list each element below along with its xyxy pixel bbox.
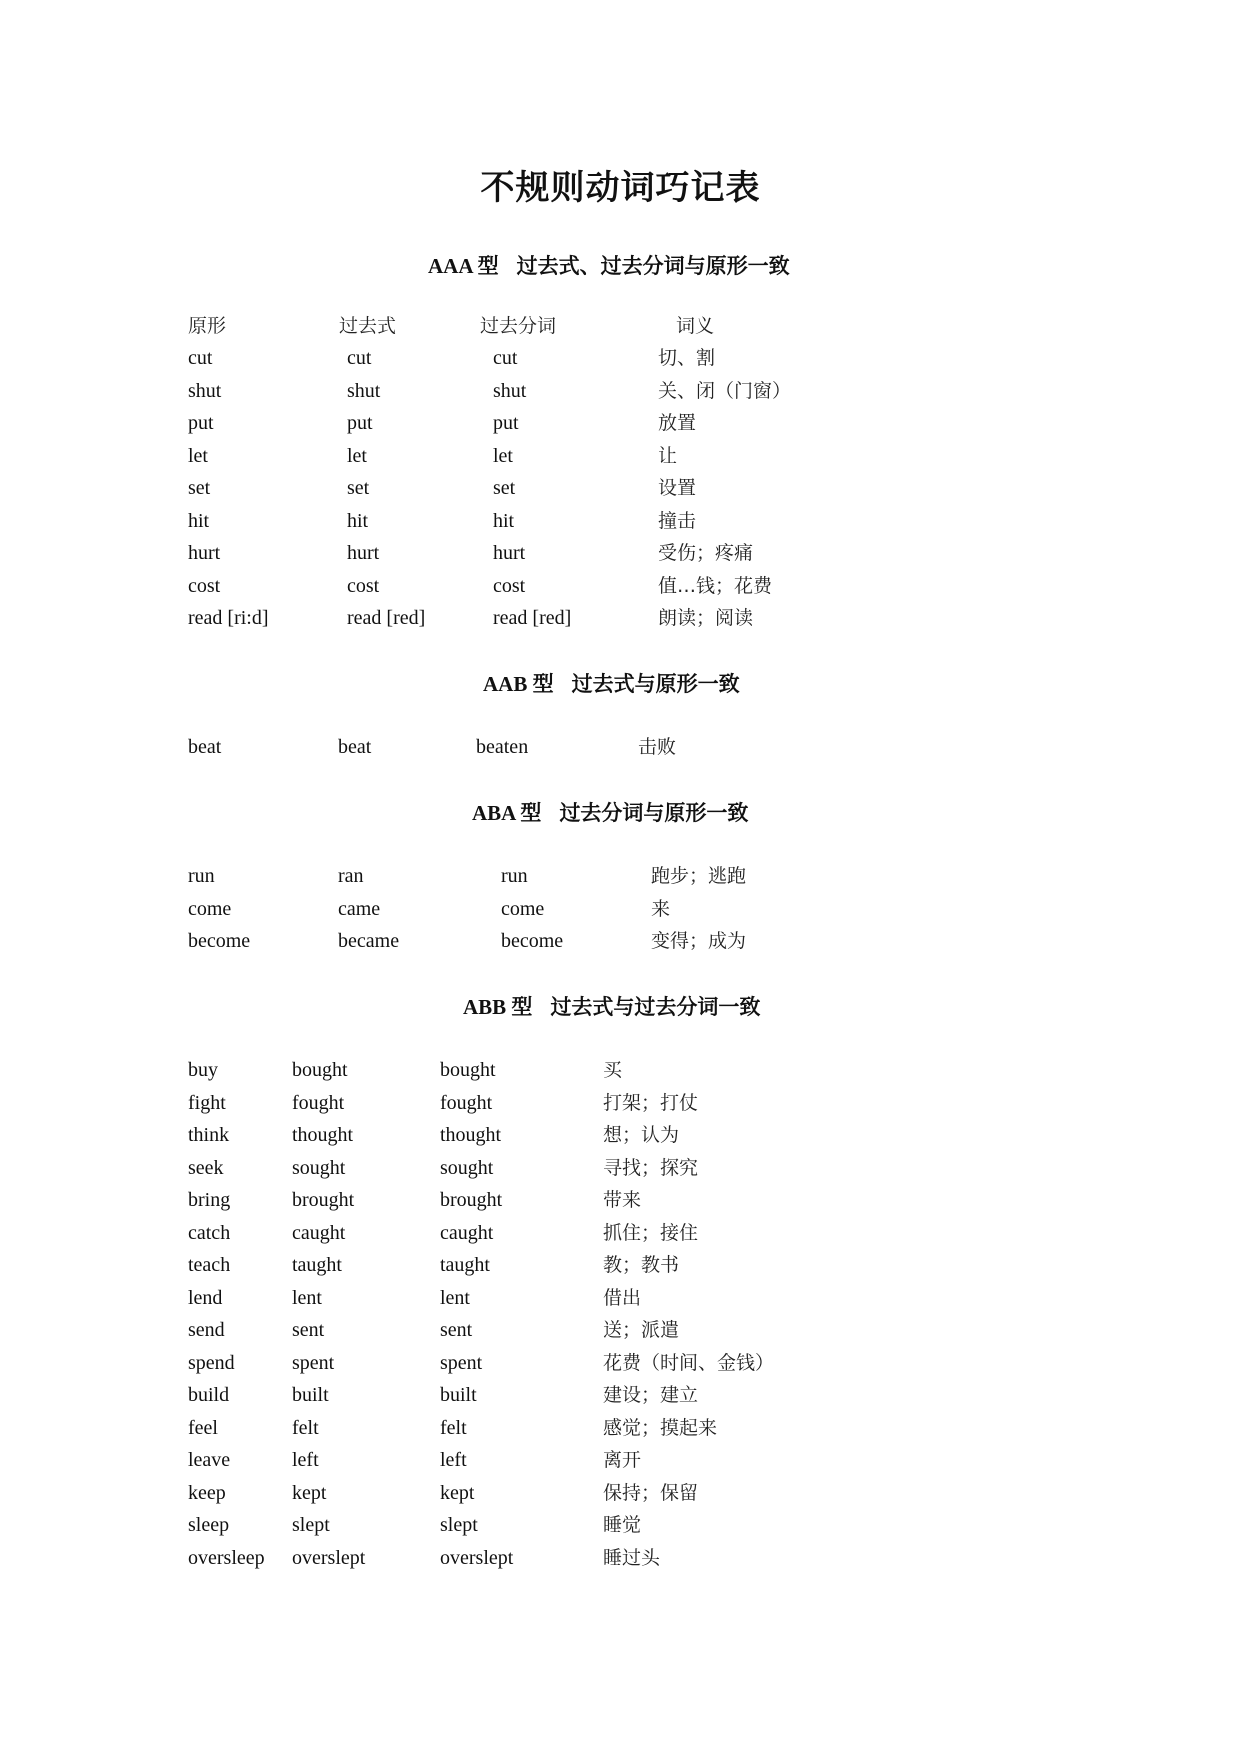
- table-row: [188, 342, 1088, 374]
- cell-past-tense: sent: [292, 1319, 325, 1341]
- table-row: [188, 1477, 1088, 1509]
- cell-meaning: 买: [603, 1059, 623, 1081]
- cell-base-form: hit: [188, 509, 210, 532]
- cell-meaning: 建设；建立: [603, 1384, 699, 1406]
- cell-past-participle: shut: [493, 379, 527, 402]
- cell-meaning: 撞击: [658, 509, 697, 532]
- cell-base-form: buy: [188, 1059, 218, 1081]
- cell-base-form: become: [188, 930, 251, 952]
- table-row: [188, 472, 1088, 504]
- cell-past-tense: ran: [338, 865, 364, 887]
- cell-past-participle: brought: [440, 1189, 503, 1211]
- cell-past-participle: fought: [440, 1091, 493, 1114]
- cell-past-tense: slept: [292, 1514, 330, 1536]
- cell-meaning: 切、割: [658, 347, 716, 369]
- table-row: [188, 537, 1088, 569]
- cell-past-tense: bought: [292, 1059, 348, 1081]
- table-row: [188, 860, 1088, 892]
- cell-meaning: 教；教书: [603, 1254, 680, 1276]
- cell-base-form: keep: [188, 1481, 226, 1504]
- cell-meaning: 带来: [603, 1189, 642, 1211]
- header-base-form: 原形: [188, 315, 227, 337]
- cell-base-form: spend: [188, 1351, 235, 1374]
- table-row: [188, 1184, 1088, 1216]
- table-row: [188, 375, 1088, 407]
- section-desc: 过去式与过去分词一致: [550, 994, 761, 1019]
- cell-past-tense: came: [338, 897, 381, 920]
- cell-past-participle: cost: [493, 574, 526, 597]
- cell-past-participle: thought: [440, 1124, 502, 1146]
- cell-base-form: seek: [188, 1156, 224, 1179]
- cell-past-tense: caught: [292, 1221, 346, 1244]
- cell-past-participle: set: [493, 477, 516, 499]
- cell-base-form: build: [188, 1384, 230, 1406]
- cell-past-participle: hurt: [493, 542, 526, 564]
- cell-past-participle: cut: [493, 347, 518, 369]
- cell-past-participle: let: [493, 444, 513, 467]
- cell-meaning: 保持；保留: [603, 1481, 699, 1504]
- cell-meaning: 抓住；接住: [603, 1221, 699, 1244]
- table-row: [188, 1412, 1088, 1444]
- cell-base-form: fight: [188, 1091, 226, 1114]
- cell-base-form: cut: [188, 347, 213, 369]
- table-row: [188, 602, 1088, 634]
- table-row: [188, 1314, 1088, 1346]
- cell-past-tense: spent: [292, 1351, 335, 1374]
- cell-base-form: hurt: [188, 542, 221, 564]
- section-desc: 过去式与原形一致: [571, 671, 740, 696]
- cell-meaning: 朗读；阅读: [658, 607, 754, 629]
- cell-past-tense: thought: [292, 1124, 354, 1146]
- table-row: [188, 1542, 1088, 1574]
- cell-past-participle: beaten: [476, 736, 529, 758]
- cell-meaning: 寻找；探究: [603, 1156, 699, 1179]
- cell-past-participle: left: [440, 1449, 467, 1471]
- cell-past-tense: cut: [347, 347, 372, 369]
- cell-past-tense: sought: [292, 1156, 346, 1179]
- cell-past-participle: come: [501, 897, 545, 920]
- cell-past-tense: set: [347, 477, 370, 499]
- cell-past-participle: sent: [440, 1319, 473, 1341]
- cell-meaning: 想；认为: [603, 1124, 680, 1146]
- cell-meaning: 放置: [658, 412, 697, 434]
- table-row: [188, 1509, 1088, 1541]
- cell-meaning: 关、闭（门窗）: [658, 379, 792, 402]
- cell-past-participle: bought: [440, 1059, 496, 1081]
- cell-base-form: oversleep: [188, 1546, 265, 1569]
- table-row: [188, 893, 1088, 925]
- cell-base-form: sleep: [188, 1514, 230, 1536]
- cell-base-form: feel: [188, 1416, 218, 1439]
- cell-base-form: teach: [188, 1254, 231, 1276]
- cell-base-form: put: [188, 412, 214, 434]
- cell-base-form: set: [188, 477, 211, 499]
- cell-past-tense: overslept: [292, 1546, 366, 1569]
- section-type: ABA 型: [472, 801, 542, 825]
- cell-past-participle: slept: [440, 1514, 478, 1536]
- cell-meaning: 花费（时间、金钱）: [603, 1351, 775, 1374]
- page-title: 不规则动词巧记表: [480, 168, 761, 208]
- cell-base-form: catch: [188, 1221, 231, 1244]
- cell-base-form: read [ri:d]: [188, 607, 269, 629]
- cell-past-participle: put: [493, 412, 519, 434]
- cell-base-form: lend: [188, 1286, 223, 1309]
- table-row: [188, 1087, 1088, 1119]
- table-row: [188, 1217, 1088, 1249]
- cell-past-participle: lent: [440, 1286, 470, 1309]
- table-row: [188, 1119, 1088, 1151]
- section-desc: 过去式、过去分词与原形一致: [516, 253, 790, 278]
- cell-past-participle: felt: [440, 1416, 467, 1439]
- cell-past-participle: run: [501, 865, 528, 887]
- cell-meaning: 来: [651, 897, 671, 920]
- cell-past-participle: built: [440, 1384, 477, 1406]
- table-row: [188, 407, 1088, 439]
- table-row: [188, 1152, 1088, 1184]
- cell-base-form: let: [188, 444, 208, 467]
- table-row: [188, 1054, 1088, 1086]
- header-past-tense: 过去式: [339, 315, 397, 337]
- cell-past-tense: kept: [292, 1481, 327, 1504]
- cell-past-tense: became: [338, 930, 400, 952]
- cell-base-form: think: [188, 1124, 230, 1146]
- cell-past-tense: put: [347, 412, 373, 434]
- cell-past-tense: fought: [292, 1091, 345, 1114]
- cell-past-participle: read [red]: [493, 607, 572, 629]
- cell-past-tense: lent: [292, 1286, 322, 1309]
- table-row: [188, 1444, 1088, 1476]
- cell-past-tense: left: [292, 1449, 319, 1471]
- cell-meaning: 让: [658, 444, 678, 467]
- section-type: AAA 型: [428, 254, 499, 278]
- cell-past-tense: beat: [338, 736, 372, 758]
- cell-past-participle: sought: [440, 1156, 494, 1179]
- section-desc: 过去分词与原形一致: [559, 800, 749, 825]
- table-header-row: [188, 310, 1088, 342]
- section-type: ABB 型: [463, 995, 533, 1019]
- cell-past-participle: hit: [493, 509, 515, 532]
- cell-meaning: 变得；成为: [651, 930, 747, 952]
- cell-meaning: 送；派遣: [603, 1319, 680, 1341]
- section-heading-aba: [472, 797, 748, 827]
- section-heading-aab: [483, 668, 740, 698]
- cell-base-form: send: [188, 1319, 225, 1341]
- section-heading-abb: [463, 991, 760, 1021]
- cell-past-tense: cost: [347, 574, 380, 597]
- cell-base-form: run: [188, 865, 215, 887]
- table-row: [188, 440, 1088, 472]
- table-row: [188, 570, 1088, 602]
- cell-base-form: beat: [188, 736, 222, 758]
- cell-past-tense: read [red]: [347, 607, 426, 629]
- cell-base-form: shut: [188, 379, 222, 402]
- cell-past-participle: taught: [440, 1254, 490, 1276]
- cell-base-form: come: [188, 897, 232, 920]
- cell-meaning: 击败: [638, 736, 677, 758]
- table-row: [188, 1347, 1088, 1379]
- cell-past-tense: let: [347, 444, 367, 467]
- cell-past-tense: built: [292, 1384, 329, 1406]
- cell-meaning: 感觉；摸起来: [603, 1416, 718, 1439]
- header-past-participle: 过去分词: [480, 315, 557, 337]
- table-row: [188, 731, 1088, 763]
- cell-base-form: leave: [188, 1449, 231, 1471]
- table-row: [188, 925, 1088, 957]
- cell-past-participle: kept: [440, 1481, 475, 1504]
- cell-past-tense: taught: [292, 1254, 342, 1276]
- cell-meaning: 借出: [603, 1286, 642, 1309]
- table-row: [188, 1282, 1088, 1314]
- cell-past-participle: caught: [440, 1221, 494, 1244]
- cell-meaning: 打架；打仗: [603, 1091, 699, 1114]
- cell-past-participle: become: [501, 930, 564, 952]
- cell-past-tense: hurt: [347, 542, 380, 564]
- cell-meaning: 值…钱；花费: [658, 574, 773, 597]
- cell-past-tense: felt: [292, 1416, 319, 1439]
- table-row: [188, 1379, 1088, 1411]
- cell-meaning: 离开: [603, 1449, 642, 1471]
- section-type: AAB 型: [483, 672, 554, 696]
- cell-past-tense: hit: [347, 509, 369, 532]
- cell-past-participle: overslept: [440, 1546, 514, 1569]
- cell-meaning: 睡觉: [603, 1514, 642, 1536]
- cell-meaning: 跑步；逃跑: [651, 865, 747, 887]
- cell-past-tense: shut: [347, 379, 381, 402]
- cell-past-participle: spent: [440, 1351, 483, 1374]
- table-row: [188, 1249, 1088, 1281]
- header-meaning: 词义: [676, 315, 715, 337]
- cell-base-form: cost: [188, 574, 221, 597]
- table-row: [188, 505, 1088, 537]
- cell-meaning: 设置: [658, 477, 697, 499]
- cell-meaning: 睡过头: [603, 1546, 661, 1569]
- cell-past-tense: brought: [292, 1189, 355, 1211]
- section-heading-aaa: [428, 250, 790, 280]
- cell-base-form: bring: [188, 1189, 231, 1211]
- cell-meaning: 受伤；疼痛: [658, 542, 754, 564]
